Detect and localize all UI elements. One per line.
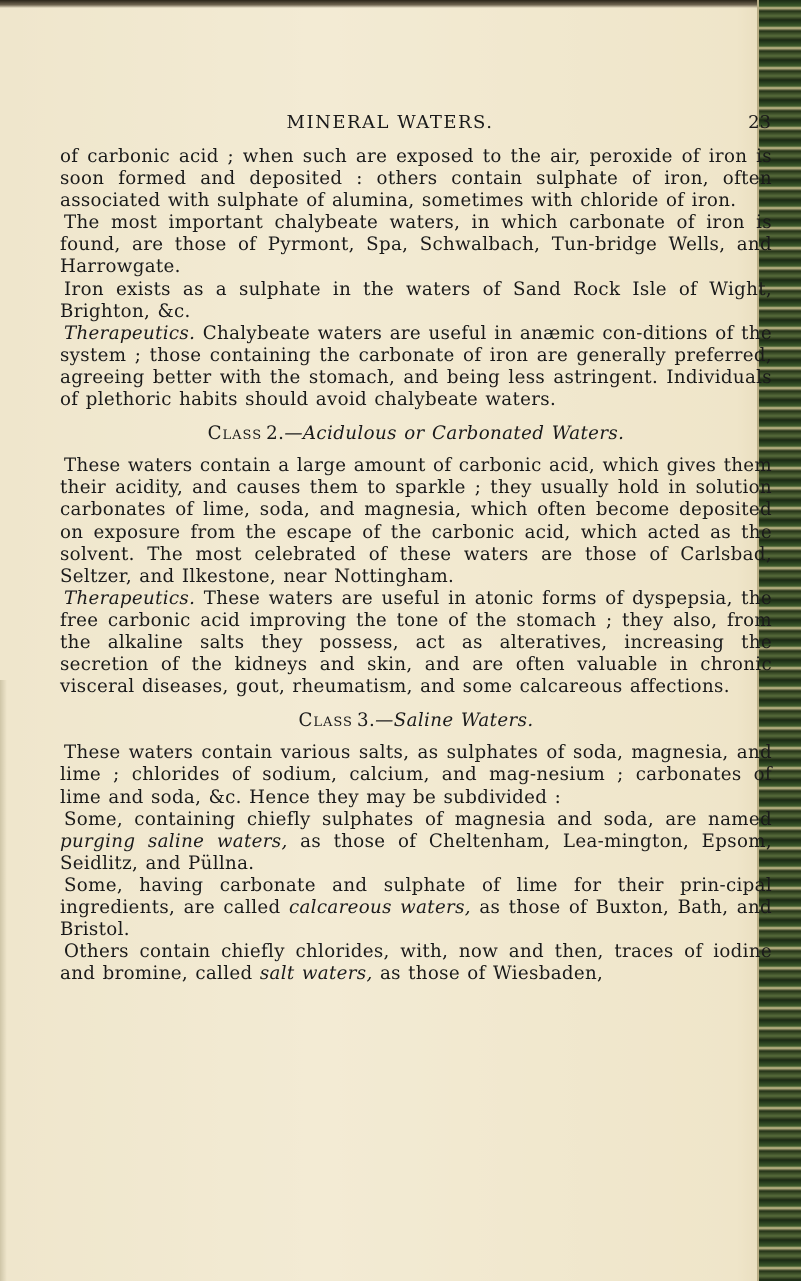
text-run: as those of Buxton, Bath, and Bristol. [60, 897, 772, 941]
therapeutics-text: Chalybeate waters are useful in anæmic con-ditions of the system ; those containing the carbonate of iron are generally preferred, agreeing better with the stomach, and being less astringent. Individuals of plethoric habits should avoid chalybeate waters. [60, 322, 772, 411]
running-title: MINERAL WATERS. [286, 112, 494, 133]
paragraph-iron-sulphate: Iron exists as a sulphate in the waters of Sand Rock Isle of Wight, Brighton, &c. [60, 278, 772, 322]
text-run: as those of Wiesbaden, [372, 963, 604, 985]
paragraph-chalybeate-waters: The most important chalybeate waters, in which carbonate of iron is found, are those of Pyrmont, Spa, Schwalbach, Tun-bridge Wells, and Harrowgate. [60, 212, 772, 278]
text-run: as those of Cheltenham, Lea-mington, Epsom, Seidlitz, and Püllna. [60, 830, 772, 874]
emphasis: salt waters, [259, 963, 373, 985]
paragraph-saline-waters: These waters contain various salts, as sulphates of soda, magnesia, and lime ; chlorides of sodium, calcium, and mag-nesium ; carbonates of lime and soda, &c. Hence they may be subdivided : [60, 742, 772, 808]
left-page-edge [0, 680, 7, 1281]
paragraph-carbonic-acid: of carbonic acid ; when such are exposed to the air, peroxide of iron is soon formed and deposited : others contain sulphate of iron, often associated with sulphate of alumina, sometimes with chloride of iron. [60, 146, 772, 212]
class-number: 3. [356, 710, 376, 732]
class-title: —Saline Waters. [375, 710, 534, 732]
emphasis: purging saline waters, [60, 830, 288, 852]
text-run: Some, having carbonate and sulphate of lime for their prin-cipal ingredients, are called [60, 874, 772, 918]
paragraph-therapeutics-acidulous [60, 588, 772, 698]
body-text [60, 146, 772, 985]
paragraph-calcareous [60, 875, 772, 941]
class-2-heading [60, 423, 772, 445]
text-run: Some, containing chiefly sulphates of magnesia and soda, are named [64, 808, 772, 830]
therapeutics-heading: Therapeutics. [64, 587, 196, 609]
paragraph-acidulous-waters: These waters contain a large amount of carbonic acid, which gives them their acidity, and causes them to sparkle ; they usually hold in solution carbonates of lime, soda, and magnesia, which often become deposited on exposure from the escape of the carbonic acid, which acted as the solvent. The most celebrated of these waters are those of Carlsbad, Seltzer, and Ilkestone, near Nottingham. [60, 455, 772, 587]
paragraph-therapeutics-chalybeate [60, 323, 772, 411]
top-shadow [0, 0, 801, 8]
class-3-heading [60, 710, 772, 732]
page-number: 23 [748, 112, 771, 133]
class-title: —Acidulous or Carbonated Waters. [284, 423, 625, 445]
class-label: Class [298, 710, 353, 732]
page-header [60, 112, 775, 142]
paragraph-salt-waters [60, 941, 772, 985]
emphasis: calcareous waters, [288, 897, 471, 918]
paragraph-purging-saline [60, 809, 772, 875]
therapeutics-text: These waters are useful in atonic forms of dyspepsia, the free carbonic acid improving the tone of the stomach ; they also, from the alkaline salts they possess, act as alteratives, increasing the secretion of the kidneys and skin, and are often valuable in chronic visceral diseases, gout, rheumatism, and some calcareous affections. [60, 587, 772, 698]
class-number: 2. [266, 423, 285, 445]
text-run: Others contain chiefly chlorides, with, now and then, traces of iodine and bromine, called [60, 941, 772, 985]
class-label: Class [207, 423, 263, 445]
therapeutics-heading: Therapeutics. [64, 322, 196, 344]
